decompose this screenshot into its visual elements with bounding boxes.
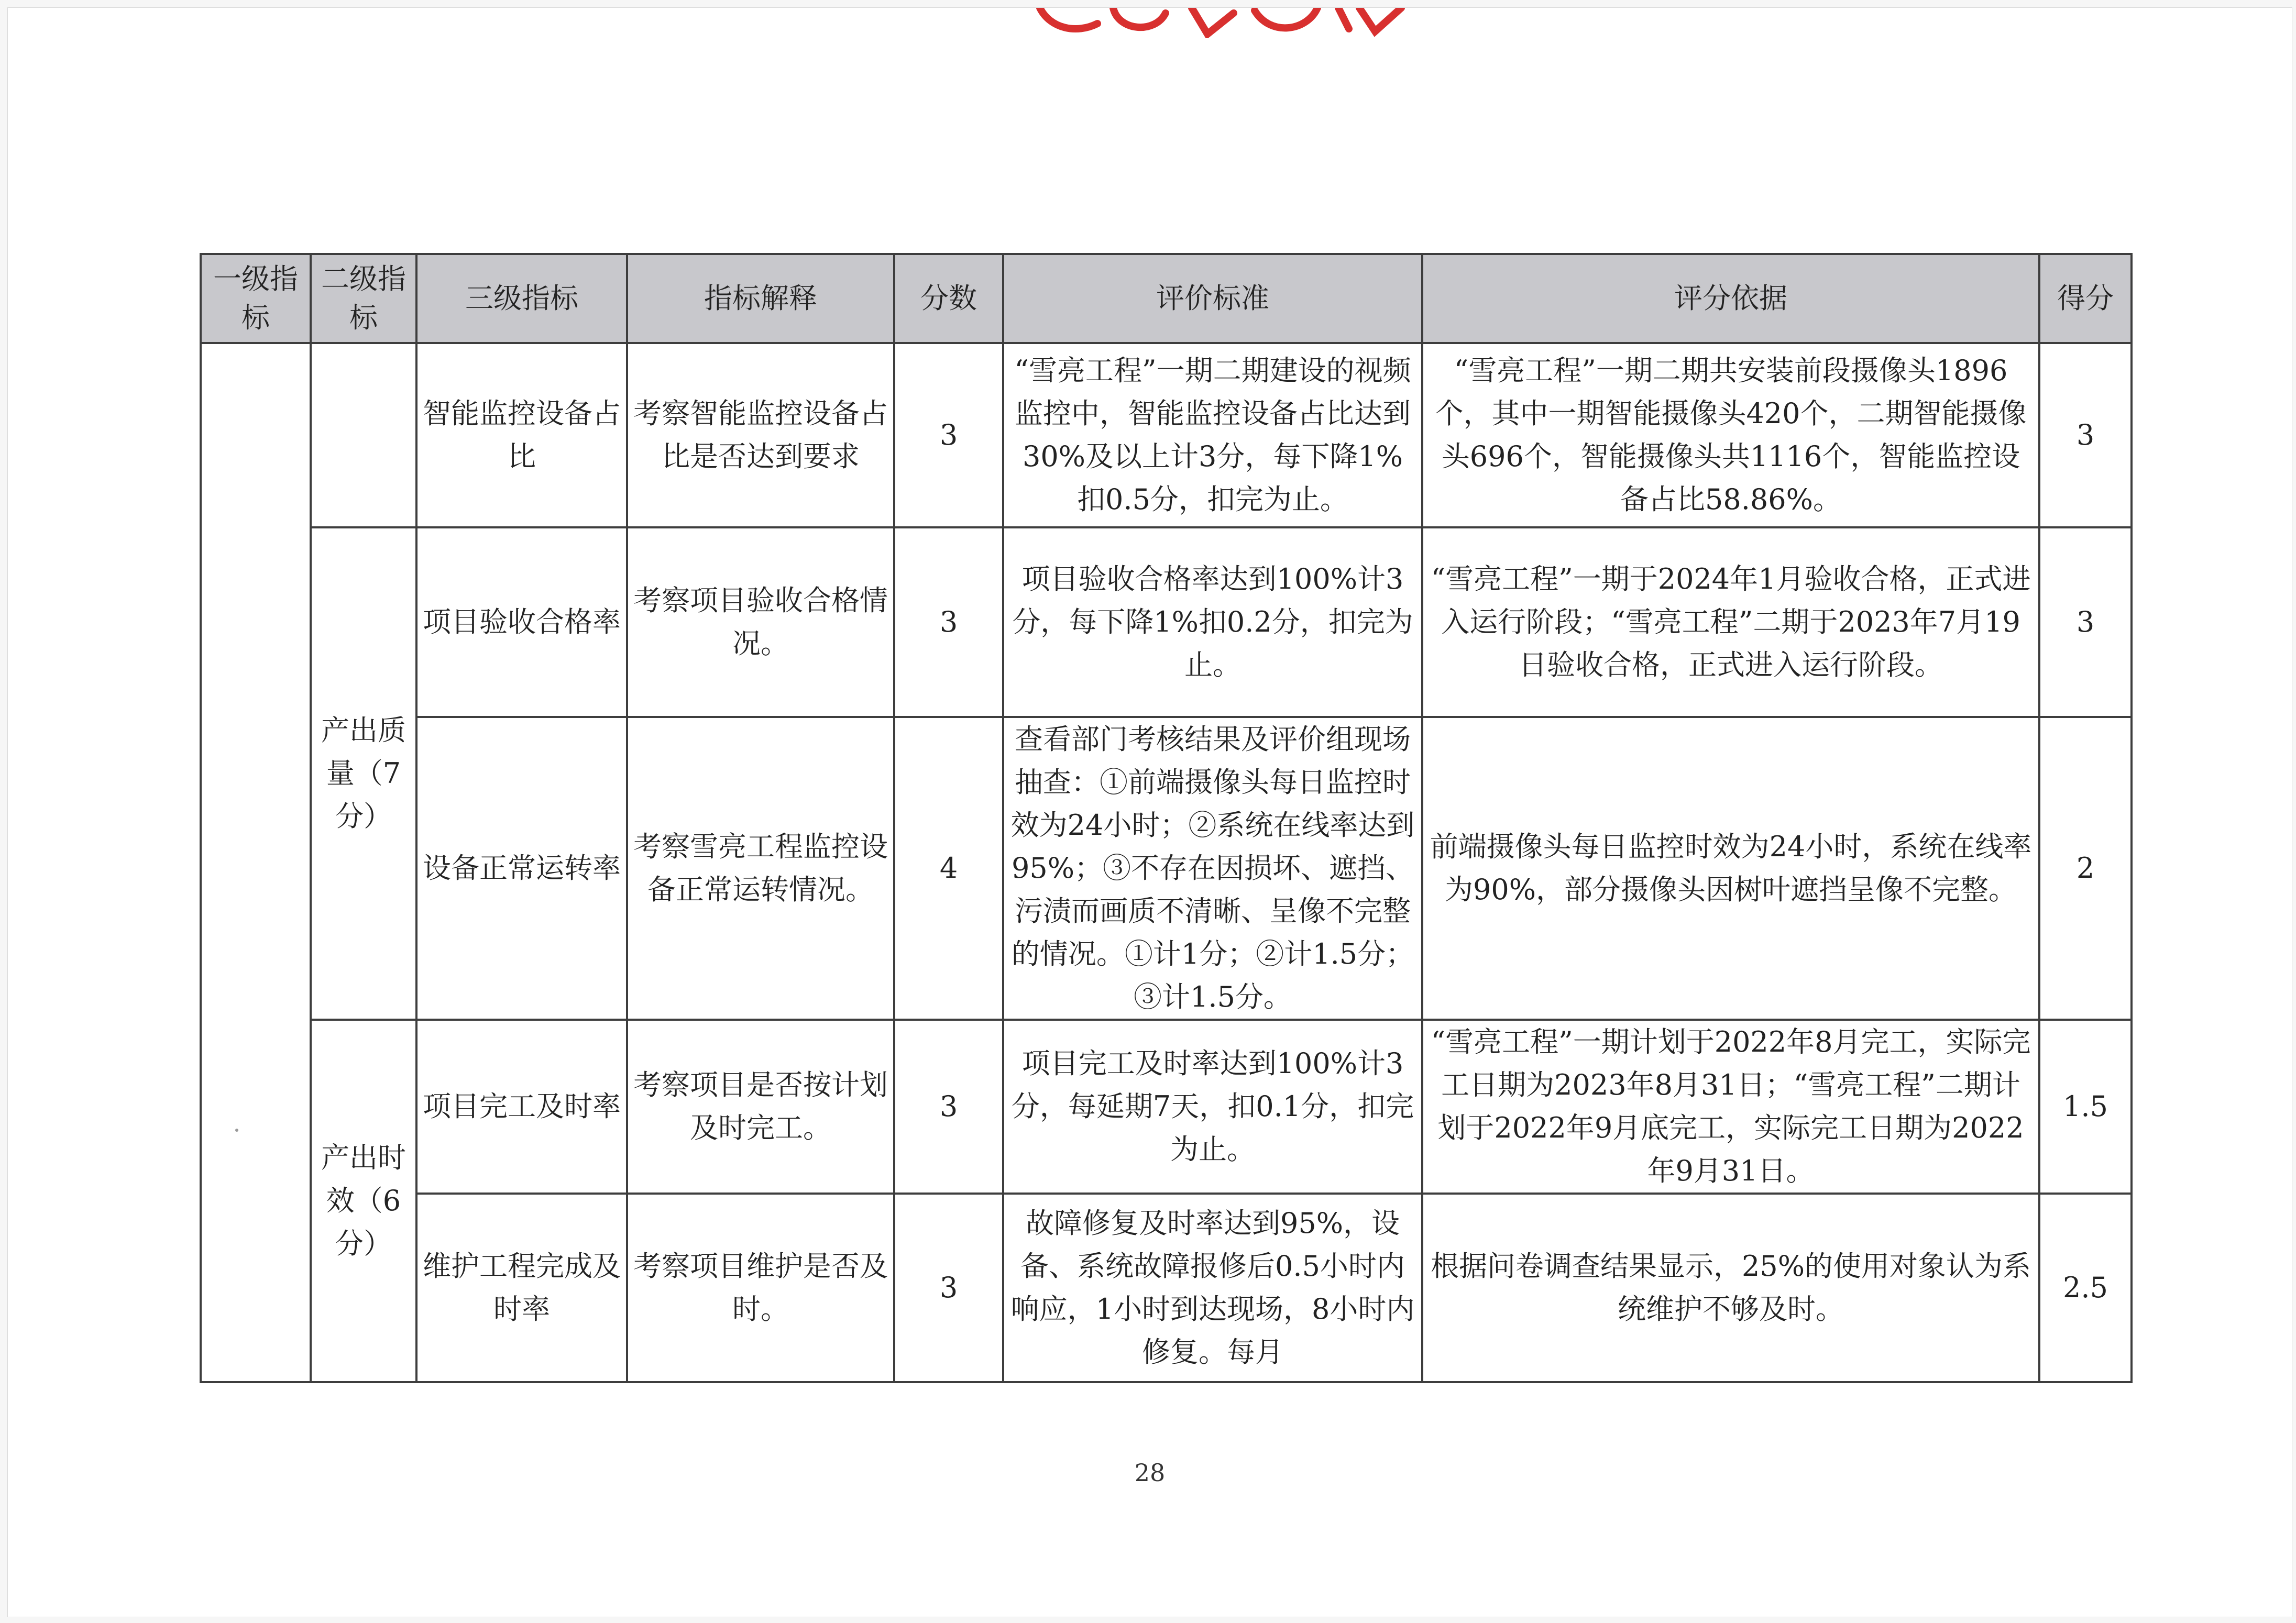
header-row [201,254,2132,343]
indicator-cell: 维护工程完成及时率 [416,1194,627,1382]
points-cell: 3 [894,343,1003,527]
score-cell: 3 [2039,527,2132,717]
col-criteria-header: 评价标准 [1003,254,1422,343]
indicator-cell: 项目验收合格率 [416,527,627,717]
criteria-cell: 故障修复及时率达到95%，设备、系统故障报修后0.5小时内响应，1小时到达现场，8小时内修复。每月 [1003,1194,1422,1382]
col-explanation-header: 指标解释 [627,254,894,343]
score-cell: 2.5 [2039,1194,2132,1382]
indicator-cell: 智能监控设备占比 [416,343,627,527]
explanation-cell: 考察项目是否按计划及时完工。 [627,1020,894,1194]
table-row [201,1020,2132,1194]
indicator-cell: 项目完工及时率 [416,1020,627,1194]
explanation-cell: 考察雪亮工程监控设备正常运转情况。 [627,717,894,1020]
basis-cell: 根据问卷调查结果显示，25%的使用对象认为系统维护不够及时。 [1422,1194,2039,1382]
basis-cell: “雪亮工程”一期二期共安装前段摄像头1896个，其中一期智能摄像头420个，二期智能摄像头696个，智能摄像头共1116个，智能监控设备占比58.86%。 [1422,343,2039,527]
level1-cell [201,343,311,1382]
col-level2-header: 二级指标 [311,254,416,343]
col-level3-header: 三级指标 [416,254,627,343]
score-cell: 3 [2039,343,2132,527]
explanation-cell: 考察智能监控设备占比是否达到要求 [627,343,894,527]
points-cell: 4 [894,717,1003,1020]
col-basis-header: 评分依据 [1422,254,2039,343]
explanation-cell: 考察项目维护是否及时。 [627,1194,894,1382]
basis-cell: 前端摄像头每日监控时效为24小时，系统在线率为90%，部分摄像头因树叶遮挡呈像不完整。 [1422,717,2039,1020]
indicator-cell: 设备正常运转率 [416,717,627,1020]
table-row [201,343,2132,527]
explanation-cell: 考察项目验收合格情况。 [627,527,894,717]
criteria-cell: 项目完工及时率达到100%计3分，每延期7天，扣0.1分，扣完为止。 [1003,1020,1422,1194]
page-number: 28 [1134,1459,1166,1487]
basis-cell: “雪亮工程”一期于2024年1月验收合格，正式进入运行阶段；“雪亮工程”二期于2023年7月19日验收合格，正式进入运行阶段。 [1422,527,2039,717]
col-points-header: 分数 [894,254,1003,343]
criteria-cell: 项目验收合格率达到100%计3分，每下降1%扣0.2分，扣完为止。 [1003,527,1422,717]
basis-cell: “雪亮工程”一期计划于2022年8月完工，实际完工日期为2023年8月31日；“雪亮工程”二期计划于2022年9月底完工，实际完工日期为2022年9月31日。 [1422,1020,2039,1194]
points-cell: 3 [894,1020,1003,1194]
col-score-header: 得分 [2039,254,2132,343]
evaluation-table [200,253,2133,1383]
document-page [7,7,2292,1617]
red-seal-stamp [1035,8,1412,38]
points-cell: 3 [894,527,1003,717]
table-row [201,717,2132,1020]
table-row [201,1194,2132,1382]
table-row [201,527,2132,717]
criteria-cell: 查看部门考核结果及评价组现场抽查：①前端摄像头每日监控时效为24小时；②系统在线率达到95%；③不存在因损坏、遮挡、污渍而画质不清晰、呈像不完整的情况。①计1分；②计1.5分；③计1.5分。 [1003,717,1422,1020]
col-level1-header: 一级指标 [201,254,311,343]
group-timeliness-cell: 产出时效（6分） [311,1020,416,1382]
score-cell: 2 [2039,717,2132,1020]
level2-cell-empty [311,343,416,527]
points-cell: 3 [894,1194,1003,1382]
score-cell: 1.5 [2039,1020,2132,1194]
criteria-cell: “雪亮工程”一期二期建设的视频监控中，智能监控设备占比达到30%及以上计3分，每下降1%扣0.5分，扣完为止。 [1003,343,1422,527]
group-quality-cell: 产出质量（7分） [311,527,416,1020]
